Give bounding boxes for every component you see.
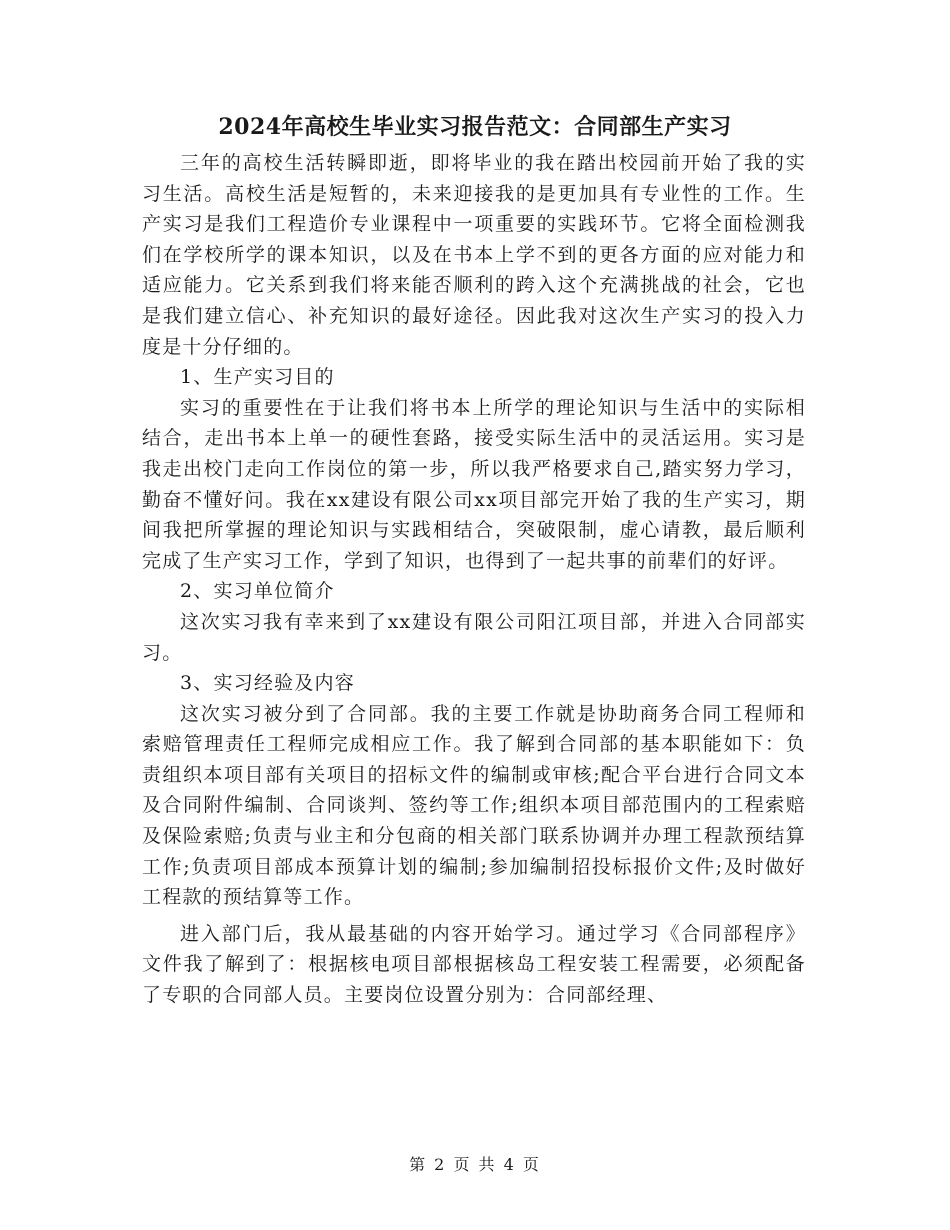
section-heading-experience: 3、实习经验及内容: [180, 672, 355, 695]
document-body: [142, 148, 806, 1011]
paragraph-learning: 进入部门后，我从最基础的内容开始学习。通过学习《合同部程序》文件我了解到了：根据核电项目部根据核岛工程安装工程需要，必须配备了专职的合同部人员。主要岗位设置分别为：合同部经理、: [142, 922, 806, 1007]
paragraph-unit: 这次实习我有幸来到了xx建设有限公司阳江项目部，并进入合同部实习。: [142, 610, 806, 664]
paragraph-purpose: 实习的重要性在于让我们将书本上所学的理论知识与生活中的实际相结合，走出书本上单一的硬性套路，接受实际生活中的灵活运用。实习是我走出校门走向工作岗位的第一步，所以我严格要求自己,踏实努力学习，勤奋不懂好问。我在xx建设有限公司xx项目部完开始了我的生产实习，期间我把所掌握的理论知识与实践相结合，突破限制，虚心请教，最后顺利完成了生产实习工作，学到了知识，也得到了一起共事的前辈们的好评。: [142, 396, 806, 572]
paragraph-intro: 三年的高校生活转瞬即逝，即将毕业的我在踏出校园前开始了我的实习生活。高校生活是短暂的，未来迎接我的是更加具有专业性的工作。生产实习是我们工程造价专业课程中一项重要的实践环节。它将全面检测我们在学校所学的课本知识，以及在书本上学不到的更各方面的应对能力和适应能力。它关系到我们将来能否顺利的跨入这个充满挑战的社会，它也是我们建立信心、补充知识的最好途径。因此我对这次生产实习的投入力度是十分仔细的。: [142, 152, 806, 358]
section-heading-unit: 2、实习单位简介: [180, 580, 335, 603]
page-footer: 第 2 页 共 4 页: [409, 1155, 541, 1174]
paragraph-experience: 这次实习被分到了合同部。我的主要工作就是协助商务合同工程师和索赔管理责任工程师完成相应工作。我了解到合同部的基本职能如下：负责组织本项目部有关项目的招标文件的编制或审核;配合平台进行合同文本及合同附件编制、合同谈判、签约等工作;组织本项目部范围内的工程索赔及保险索赔;负责与业主和分包商的相关部门联系协调并办理工程款预结算工作;负责项目部成本预算计划的编制;参加编制招投标报价文件;及时做好工程款的预结算等工作。: [142, 702, 806, 909]
document-title: 2024年高校生毕业实习报告范文：合同部生产实习: [218, 114, 732, 140]
section-heading-purpose: 1、生产实习目的: [180, 366, 335, 389]
